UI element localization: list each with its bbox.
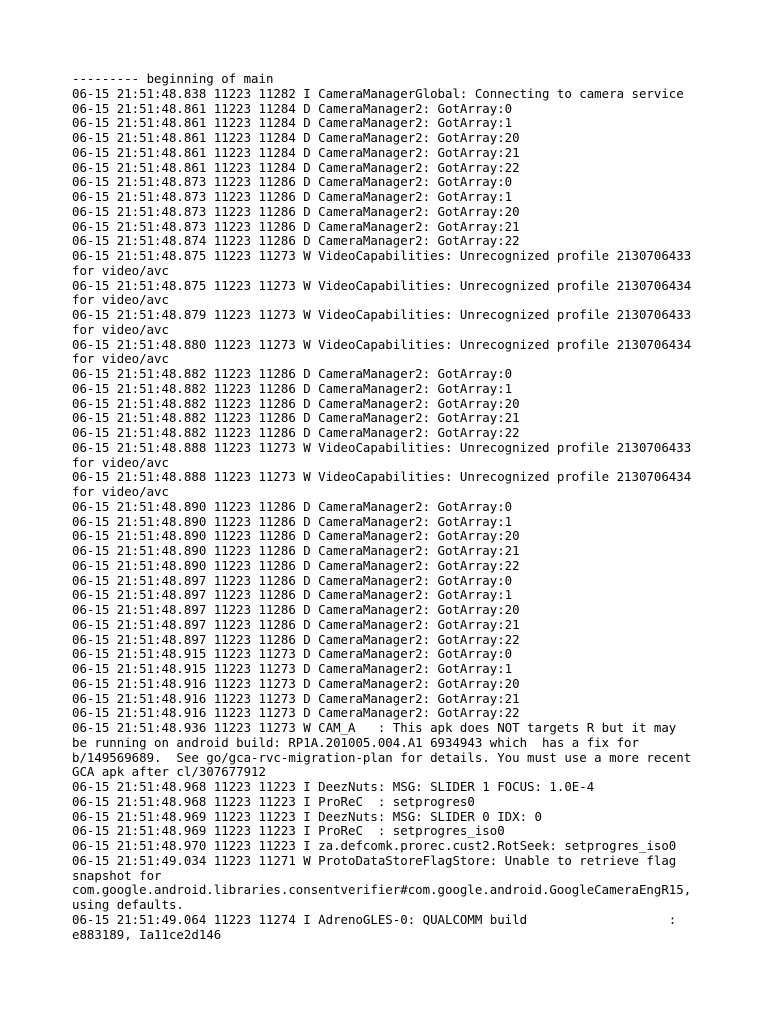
log-line: 06-15 21:51:48.861 11223 11284 D CameraManager2: GotArray:21 xyxy=(72,144,520,160)
log-line: 06-15 21:51:48.873 11223 11286 D CameraManager2: GotArray:0 xyxy=(72,174,513,190)
log-line: 06-15 21:51:48.916 11223 11273 D CameraManager2: GotArray:22 xyxy=(72,705,520,721)
log-line: 06-15 21:51:48.875 11223 11273 W VideoCapabilities: Unrecognized profile 2130706433 xyxy=(72,248,692,263)
log-line: 06-15 21:51:48.890 11223 11286 D CameraManager2: GotArray:21 xyxy=(72,543,520,558)
log-line: for video/avc xyxy=(72,351,169,367)
log-line: 06-15 21:51:48.897 11223 11286 D CameraManager2: GotArray:22 xyxy=(72,631,520,647)
log-line: 06-15 21:51:48.873 11223 11286 D CameraManager2: GotArray:1 xyxy=(72,189,513,204)
log-line: e883189, Ia11ce2d146 xyxy=(72,926,222,942)
log-line: for video/avc xyxy=(72,292,169,308)
log-line: 06-15 21:51:48.890 11223 11286 D CameraManager2: GotArray:0 xyxy=(72,498,513,514)
log-line: b/149569689. See go/gca-rvc-migration-plan for details. You must use a more recent xyxy=(72,749,692,765)
log-line: be running on android build: RP1A.201005.004.A1 6934943 which has a fix for xyxy=(72,734,639,750)
log-line: 06-15 21:51:48.882 11223 11286 D CameraManager2: GotArray:21 xyxy=(72,410,520,426)
log-line: 06-15 21:51:48.890 11223 11286 D CameraManager2: GotArray:20 xyxy=(72,528,520,544)
log-line: 06-15 21:51:48.880 11223 11273 W VideoCapabilities: Unrecognized profile 2130706434 xyxy=(72,336,692,352)
log-line: for video/avc xyxy=(72,484,169,499)
log-line: 06-15 21:51:48.897 11223 11286 D CameraManager2: GotArray:1 xyxy=(72,587,513,603)
log-line: 06-15 21:51:48.873 11223 11286 D CameraManager2: GotArray:20 xyxy=(72,203,520,219)
log-line: 06-15 21:51:48.874 11223 11286 D CameraManager2: GotArray:22 xyxy=(72,233,520,249)
log-line: 06-15 21:51:48.861 11223 11284 D CameraManager2: GotArray:1 xyxy=(72,115,513,131)
log-line: 06-15 21:51:48.888 11223 11273 W VideoCapabilities: Unrecognized profile 2130706434 xyxy=(72,469,692,485)
log-line: 06-15 21:51:48.915 11223 11273 D CameraManager2: GotArray:0 xyxy=(72,646,513,662)
log-line: 06-15 21:51:48.970 11223 11223 I za.defcomk.prorec.cust2.RotSeek: setprogres_iso0 xyxy=(72,838,677,853)
log-line: 06-15 21:51:48.968 11223 11223 I DeezNuts: MSG: SLIDER 1 FOCUS: 1.0E-4 xyxy=(72,779,595,794)
log-line: 06-15 21:51:48.916 11223 11273 D CameraManager2: GotArray:20 xyxy=(72,675,520,691)
log-line: 06-15 21:51:48.897 11223 11286 D CameraManager2: GotArray:20 xyxy=(72,602,520,617)
log-line: for video/avc xyxy=(72,454,169,470)
log-line: 06-15 21:51:48.873 11223 11286 D CameraManager2: GotArray:21 xyxy=(72,218,520,234)
log-line: for video/avc xyxy=(72,262,169,278)
log-line: 06-15 21:51:48.969 11223 11223 I ProReC : setprogres_iso0 xyxy=(72,823,505,839)
log-line: 06-15 21:51:48.968 11223 11223 I ProReC : setprogres0 xyxy=(72,793,475,809)
log-line: using defaults. xyxy=(72,897,184,912)
log-line: 06-15 21:51:48.875 11223 11273 W VideoCapabilities: Unrecognized profile 2130706434 xyxy=(72,277,692,293)
log-line: 06-15 21:51:48.861 11223 11284 D CameraManager2: GotArray:0 xyxy=(72,100,513,116)
log-line: GCA apk after cl/307677912 xyxy=(72,764,266,780)
log-line: 06-15 21:51:48.882 11223 11286 D CameraManager2: GotArray:22 xyxy=(72,425,520,440)
log-line: 06-15 21:51:48.861 11223 11284 D CameraManager2: GotArray:20 xyxy=(72,130,520,145)
log-line: --------- beginning of main xyxy=(72,71,274,86)
log-line: 06-15 21:51:48.882 11223 11286 D CameraManager2: GotArray:0 xyxy=(72,366,513,381)
log-line: 06-15 21:51:48.897 11223 11286 D CameraManager2: GotArray:0 xyxy=(72,572,513,588)
log-line: 06-15 21:51:48.882 11223 11286 D CameraManager2: GotArray:20 xyxy=(72,395,520,411)
log-line: snapshot for xyxy=(72,867,162,883)
log-line: 06-15 21:51:49.034 11223 11271 W ProtoDataStoreFlagStore: Unable to retrieve flag xyxy=(72,852,677,868)
log-line: 06-15 21:51:48.916 11223 11273 D CameraManager2: GotArray:21 xyxy=(72,690,520,706)
log-line: com.google.android.libraries.consentverifier#com.google.android.GoogleCameraEngR15, xyxy=(72,882,692,898)
log-line: 06-15 21:51:48.861 11223 11284 D CameraManager2: GotArray:22 xyxy=(72,159,520,175)
log-line: 06-15 21:51:48.888 11223 11273 W VideoCapabilities: Unrecognized profile 2130706433 xyxy=(72,439,692,455)
log-line: 06-15 21:51:48.838 11223 11282 I CameraManagerGlobal: Connecting to camera service xyxy=(72,85,684,101)
log-line: 06-15 21:51:48.897 11223 11286 D CameraManager2: GotArray:21 xyxy=(72,616,520,632)
log-line: 06-15 21:51:48.890 11223 11286 D CameraManager2: GotArray:22 xyxy=(72,557,520,573)
log-line: 06-15 21:51:48.879 11223 11273 W VideoCapabilities: Unrecognized profile 2130706433 xyxy=(72,307,692,322)
log-line: 06-15 21:51:48.882 11223 11286 D CameraManager2: GotArray:1 xyxy=(72,380,513,396)
log-line: 06-15 21:51:48.890 11223 11286 D CameraManager2: GotArray:1 xyxy=(72,513,513,529)
log-line: 06-15 21:51:49.064 11223 11274 I AdrenoGLES-0: QUALCOMM build : xyxy=(72,911,677,927)
log-line: 06-15 21:51:48.915 11223 11273 D CameraManager2: GotArray:1 xyxy=(72,661,513,676)
logcat-document xyxy=(72,72,712,942)
log-line: for video/avc xyxy=(72,321,169,337)
log-line: 06-15 21:51:48.969 11223 11223 I DeezNuts: MSG: SLIDER 0 IDX: 0 xyxy=(72,808,542,824)
log-line: 06-15 21:51:48.936 11223 11273 W CAM_A : This apk does NOT targets R but it may xyxy=(72,720,677,735)
